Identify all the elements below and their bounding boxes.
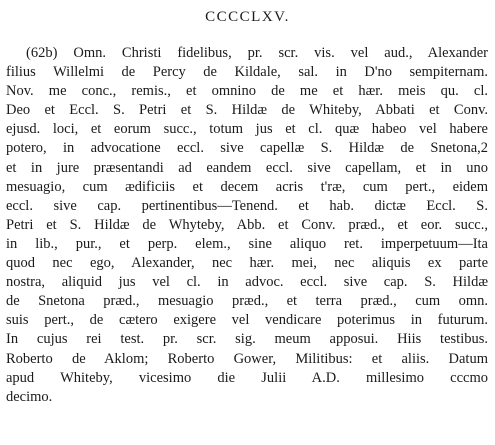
text-line: quod nec ego, Alexander, nec hær. mei, nec aliquis ex parte xyxy=(6,255,488,272)
charter-text xyxy=(6,44,488,407)
text-line: potero, in advocatione eccl. sive capellæ S. Hildæ de Snetona,2 xyxy=(6,140,488,157)
text-line: in lib., pur., et perp. elem., sine aliquo ret. imperpetuum—Ita xyxy=(6,235,488,252)
text-line: Nov. me conc., remis., et omnino de me et hær. meis qu. cl. xyxy=(6,83,488,100)
text-line: de Snetona præd., mesuagio præd., et terra præd., cum omn. xyxy=(6,293,488,310)
text-line: eccl. sive cap. pertinentibus—Tenend. et hab. dictæ Eccl. S. xyxy=(6,197,488,214)
text-line: suis pert., de cætero exigere vel vendicare poterimus in futurum. xyxy=(6,312,488,329)
text-line: Roberto de Aklom; Roberto Gower, Militibus: et aliis. Datum xyxy=(6,350,488,367)
text-line: filius Willelmi de Percy de Kildale, sal. in D'no sempiternam. xyxy=(6,64,488,81)
text-line: Petri et S. Hildæ de Whyteby, Abb. et Conv. præd., et eor. succ., xyxy=(6,216,488,233)
text-line: et in jure præsentandi ad eandem eccl. sive capellam, et in uno xyxy=(6,159,488,176)
text-line: (62b) Omn. Christi fidelibus, pr. scr. vis. vel aud., Alexander xyxy=(26,45,488,61)
text-line: mesuagio, cum ædificiis et decem acris t'ræ, cum pert., eidem xyxy=(6,178,488,195)
text-line: In cujus rei test. pr. scr. sig. meum apposui. Hiis testibus. xyxy=(6,331,488,348)
charter-number-heading: CCCCLXV. xyxy=(205,9,290,25)
text-line: apud Whiteby, vicesimo die Julii A.D. millesimo cccmo xyxy=(6,369,488,386)
text-line: nostra, aliquid jus vel cl. in advoc. eccl. sive cap. S. Hildæ xyxy=(6,274,488,291)
text-line: Deo et Eccl. S. Petri et S. Hildæ de Whiteby, Abbati et Conv. xyxy=(6,102,488,119)
text-line: decimo. xyxy=(6,388,53,405)
text-line: ejusd. loci, et eorum succ., totum jus et cl. quæ habeo vel habere xyxy=(6,121,488,138)
